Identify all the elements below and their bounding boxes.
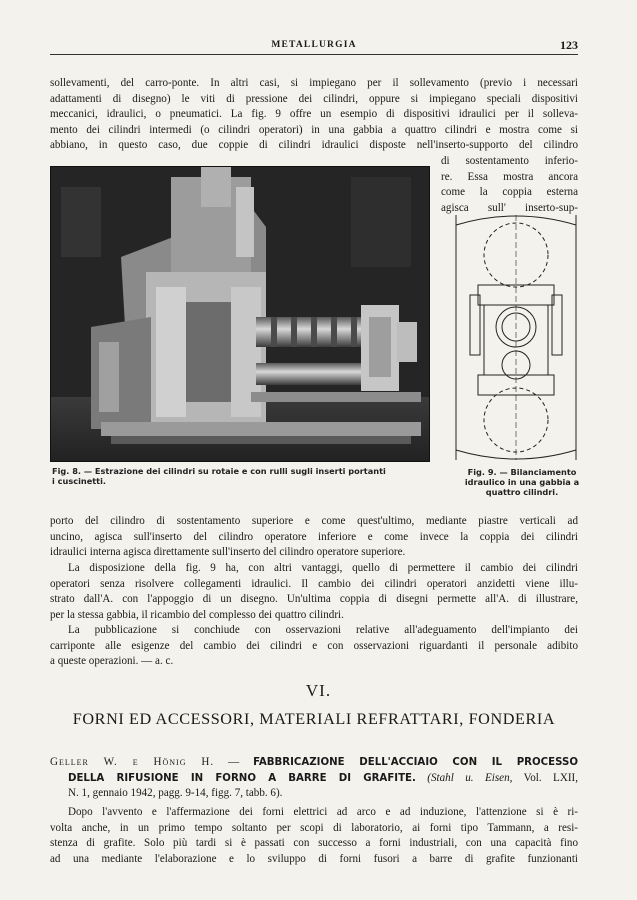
fig8-label: Fig. 8. xyxy=(52,466,82,476)
fig8-caption xyxy=(52,466,430,486)
text-line: ad una mediante l'elaborazione e lo sviluppo di forni fusori a barre di grafite funzionanti xyxy=(50,852,578,865)
text-line: idraulici interna agisca direttamente sull'inserto del cilindro operatore superiore. xyxy=(50,546,406,559)
section-title: FORNI ED ACCESSORI, MATERIALI REFRATTARI, FONDERIA xyxy=(72,710,556,728)
fig9-caption-line: quattro cilindri. xyxy=(485,487,559,497)
text-line: porto del cilindro di sostentamento superiore e come quest'ultimo, mediante piastre verticali ad xyxy=(50,515,578,527)
fig8-text-cont: i cuscinetti. xyxy=(52,476,106,486)
biblio-title: FABBRICAZIONE DELL'ACCIAIO CON IL PROCESSO xyxy=(253,757,578,768)
text-line: volta anche, in un primo tempo soltanto per scopi di laboratorio, ai forni tipo Tammann, a resi- xyxy=(50,821,578,834)
biblio-title-cont: DELLA RIFUSIONE IN FORNO A BARRE DI GRAFITE. xyxy=(68,772,416,784)
text-line: agisca sull' inserto-sup- xyxy=(441,201,578,214)
text-line: a queste operazioni. — a. c. xyxy=(50,655,174,668)
fig9-caption xyxy=(462,467,582,497)
text-line: carriponte alle esigenze del cambio dei cilindri e con osservazioni riguardanti il personale adibito xyxy=(50,639,578,652)
text-line: adattamenti di disegno) le viti di pressione dei cilindri, oppure si impiegano speciali dispositivi xyxy=(50,92,578,105)
biblio-details: N. 1, gennaio 1942, pagg. 9-14, figg. 7, tabb. 6). xyxy=(68,787,283,800)
text-line: La disposizione della fig. 9 ha, con altri vantaggi, quello di permettere il cambio dei cilindri xyxy=(68,562,578,574)
text-line: per la stessa gabbia, il ricambio del complesso dei quattro cilindri. xyxy=(50,608,344,621)
fig9-diagram xyxy=(450,215,582,460)
fig8-text: — Estrazione dei cilindri su rotaie e con rulli sugli inserti portanti xyxy=(83,466,386,476)
biblio-dash: — xyxy=(228,756,240,768)
text-line: mento dei cilindri intermedi (o cilindri operatori) in una gabbia a quattro cilindri e mostra come si xyxy=(50,123,578,136)
text-line: re. Essa mostra ancora xyxy=(441,170,578,183)
bibliography-entry xyxy=(50,755,578,802)
text-line: La pubblicazione si conchiude con osservazioni relative all'adeguamento dell'impianto dei xyxy=(68,624,578,636)
text-line: uncino, agisca sull'inserto del cilindro operatore inferiore e come invece la coppia dei cilindri xyxy=(50,530,578,543)
fig9-caption-line: Fig. 9. — Bilanciamento xyxy=(467,467,577,477)
paragraph-3 xyxy=(50,561,578,623)
text-line: di sostentamento inferio- xyxy=(441,155,578,167)
paragraph-4 xyxy=(50,623,578,670)
paragraph-2 xyxy=(50,514,578,561)
hydraulic-balancing-diagram xyxy=(450,215,582,460)
paragraph-5 xyxy=(50,805,578,867)
side-paragraph xyxy=(441,154,578,216)
text-line: abbiano, in questo caso, due coppie di cilindri idraulici disposte nell'inserto-supporto del cilindro xyxy=(50,139,578,152)
fig8-photograph xyxy=(50,166,430,462)
text-line: strato dall'A. con l'appoggio di un disegno. Un'ultima coppia di disegni permette all'A. di illustrare, xyxy=(50,593,578,606)
section-number: VI. xyxy=(305,681,332,700)
text-line: Dopo l'avvento e l'affermazione dei forni elettrici ad arco e ad induzione, l'attenzione si è ri- xyxy=(68,806,578,818)
rolling-mill-photo xyxy=(51,167,429,461)
biblio-authors: Geller W. e Hönig H. xyxy=(50,756,215,768)
running-header xyxy=(50,38,578,55)
page-number: 123 xyxy=(560,38,578,52)
text-line: come la coppia esterna xyxy=(441,186,578,199)
biblio-volume: Vol. LXII, xyxy=(523,771,579,784)
text-line: stenza di grafite. Solo più tardi si è passati con successo a forni industriali, con una capacità fino xyxy=(50,837,578,850)
header-title: METALLURGIA xyxy=(271,40,357,50)
text-line: sollevamenti, del carro-ponte. In altri casi, si impiegano per il sollevamento (previo i necessari xyxy=(50,77,578,89)
text-line: operatori senza risolvere collegamenti idraulici. Il cambio dei cilindri operatori anzidetti viene illu- xyxy=(50,577,578,590)
fig9-caption-line: idraulico in una gabbia a xyxy=(464,477,580,487)
text-line: meccanici, idraulici, o pneumatici. La fig. 9 offre un esempio di dispositivi idraulici per il solleva- xyxy=(50,108,578,121)
biblio-journal: (Stahl u. Eisen, xyxy=(427,771,513,784)
intro-paragraph xyxy=(50,76,578,154)
